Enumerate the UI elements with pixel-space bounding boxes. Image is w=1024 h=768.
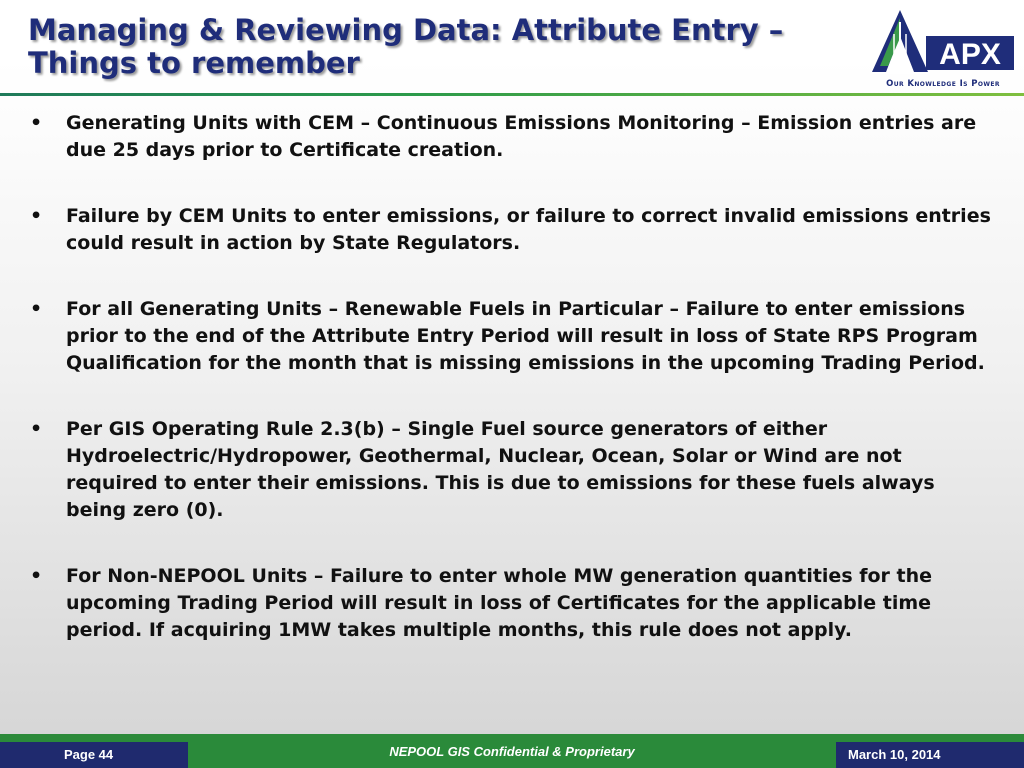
bullet-item [28, 296, 998, 377]
apx-logo [868, 6, 1018, 92]
page-number: Page 44 [0, 742, 188, 768]
bullet-marker: • [30, 418, 43, 440]
bullet-item [28, 203, 998, 257]
bullet-marker: • [30, 298, 43, 320]
logo-tagline: Our Knowledge Is Power [886, 79, 1000, 89]
bullet-marker: • [30, 205, 43, 227]
confidentiality-notice: NEPOOL GIS Confidential & Proprietary [389, 744, 635, 759]
bullet-text: Per GIS Operating Rule 2.3(b) – Single Fuel source generators of either Hydroelectric/Hydropower, Geothermal, Nuclear, Ocean, Solar or Wind are not required to enter their emissions. This is due to emissions for these fuels always being zero (0). [66, 418, 935, 521]
logo-wordmark: APX [939, 38, 1001, 71]
bullet-text: Failure by CEM Units to enter emissions, or failure to correct invalid emissions entries could result in action by State Regulators. [66, 205, 991, 254]
bullet-text: For Non-NEPOOL Units – Failure to enter whole MW generation quantities for the upcoming Trading Period will result in loss of Certificates for the applicable time period. If acquiring 1MW takes multiple months, this rule does not apply. [66, 565, 933, 641]
bullet-list [28, 110, 998, 683]
apx-logo-mark [868, 6, 1018, 78]
bullet-item [28, 563, 998, 644]
bullet-marker: • [30, 112, 43, 134]
slide-title: Managing & Reviewing Data: Attribute Entry – Things to remember [28, 13, 784, 80]
bullet-text: Generating Units with CEM – Continuous Emissions Monitoring – Emission entries are due 25 days prior to Certificate creation. [66, 112, 977, 161]
slide-date: March 10, 2014 [836, 742, 1024, 768]
title-divider [0, 93, 1024, 96]
bullet-item [28, 416, 998, 524]
bullet-marker: • [30, 565, 43, 587]
bullet-item [28, 110, 998, 164]
bullet-text: For all Generating Units – Renewable Fuels in Particular – Failure to enter emissions prior to the end of the Attribute Entry Period will result in loss of State RPS Program Qualification for the month that is missing emissions in the upcoming Trading Period. [66, 298, 985, 374]
